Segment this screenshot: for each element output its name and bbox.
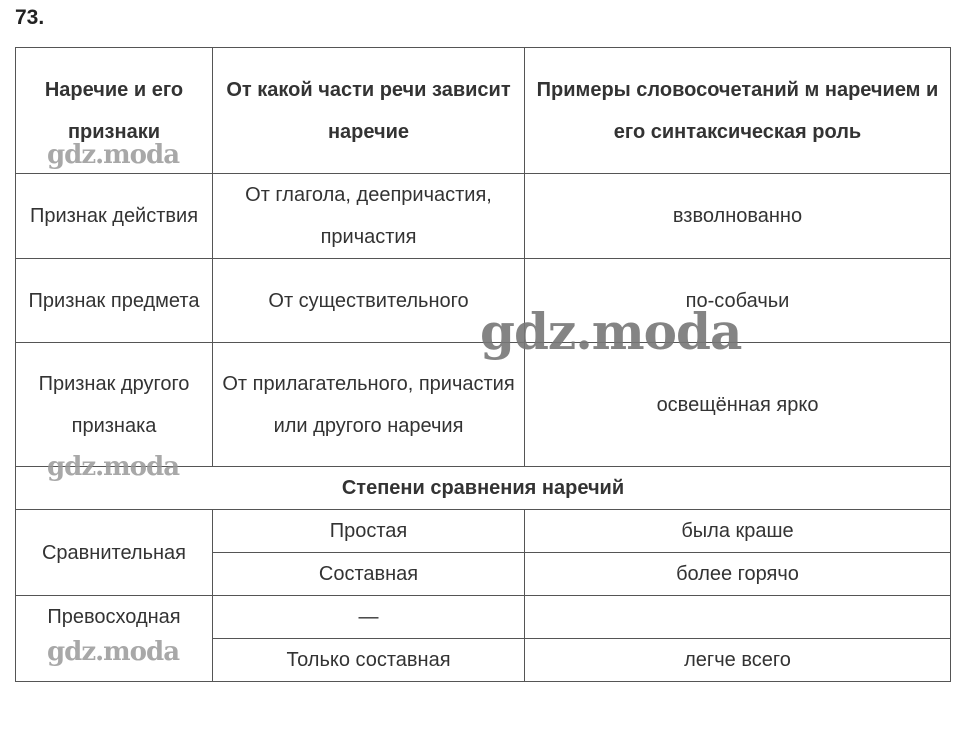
cell-example xyxy=(525,596,951,639)
table-row xyxy=(16,259,951,343)
cell-form: — xyxy=(213,596,525,639)
cell-dependency: От глагола, деепричастия, причастия xyxy=(213,174,525,259)
cell-example: была краше xyxy=(525,510,951,553)
header-part-of-speech: От какой части речи зависит наречие xyxy=(213,48,525,174)
cell-feature: Признак действия xyxy=(16,174,213,259)
cell-feature: Признак предмета xyxy=(16,259,213,343)
adverb-table xyxy=(15,47,951,682)
cell-dependency: От существительного xyxy=(213,259,525,343)
cell-degree-superlative: Превосходная xyxy=(16,596,213,682)
table-row xyxy=(16,174,951,259)
watermark-logo: gdz.moda xyxy=(47,140,180,170)
table-row xyxy=(16,343,951,467)
table-row xyxy=(16,510,951,553)
section-row xyxy=(16,467,951,510)
watermark-logo: gdz.moda xyxy=(480,302,742,361)
cell-dependency: От прилагательного, причастия или другого наречия xyxy=(213,343,525,467)
section-title: Степени сравнения наречий xyxy=(16,467,951,510)
cell-form: Составная xyxy=(213,553,525,596)
cell-form: Только составная xyxy=(213,639,525,682)
cell-example: освещённая ярко xyxy=(525,343,951,467)
watermark-logo: gdz.moda xyxy=(47,637,180,667)
cell-degree-comparative: Сравнительная xyxy=(16,510,213,596)
table-row xyxy=(16,596,951,639)
cell-example: более горячо xyxy=(525,553,951,596)
header-examples: Примеры словосочетаний м наречием и его синтаксическая роль xyxy=(525,48,951,174)
header-adverb: Наречие и его признаки xyxy=(16,48,213,174)
cell-form: Простая xyxy=(213,510,525,553)
table-header-row xyxy=(16,48,951,174)
cell-feature: Признак другого признака xyxy=(16,343,213,467)
cell-example: по-собачьи xyxy=(525,259,951,343)
task-number: 73. xyxy=(15,6,45,29)
cell-example: взволнованно xyxy=(525,174,951,259)
cell-example: легче всего xyxy=(525,639,951,682)
watermark-logo: gdz.moda xyxy=(47,452,180,482)
